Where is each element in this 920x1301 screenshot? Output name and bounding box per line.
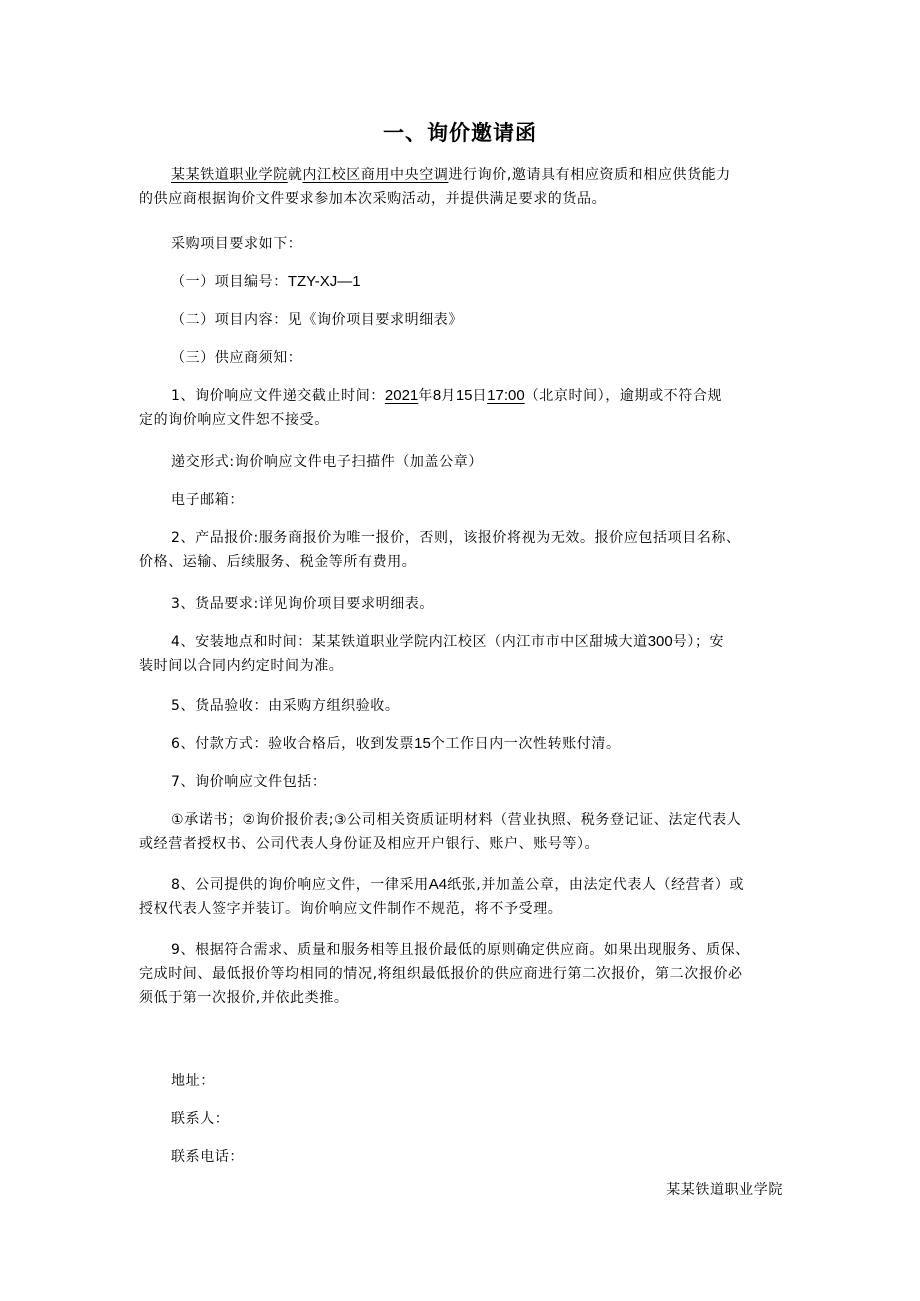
submit-form: 递交形式:询价响应文件电子扫描件（加盖公章） — [171, 454, 483, 470]
contact-label: 联系人： — [171, 1111, 230, 1127]
notice-2-quote: 2、产品报价:服务商报价为唯一报价，否则，该报价将视为无效。报价应包括项目名称、 价格、运输、后续服务、税金等所有费用。 — [139, 530, 741, 570]
signature-org: 某某铁道职业学院 — [666, 1182, 783, 1198]
notice-4-install: 4、安装地点和时间：某某铁道职业学院内江校区（内江市市中区甜城大道300号）；安 装时间以合同内约定时间为准。 — [139, 633, 725, 674]
notice-6-payment: 6、付款方式：验收合格后，收到发票15个工作日内一次性转账付清。 — [171, 735, 621, 752]
notice-3-goods: 3、货品要求:详见询价项目要求明细表。 — [171, 596, 435, 612]
notice-1-deadline: 1、询价响应文件递交截止时间：2021年8月15日17:00（北京时间），逾期或不符合规 定的询价响应文件恕不接受。 — [139, 387, 723, 428]
email-label: 电子邮箱： — [171, 492, 244, 508]
project-name: 内江校区商用中央空调 — [302, 167, 449, 183]
notice-5-acceptance: 5、货品验收：由采购方组织验收。 — [171, 698, 400, 714]
item-project-content: （二）项目内容：见《询价项目要求明细表》 — [171, 312, 463, 328]
school-name: 某某铁道职业学院 — [171, 167, 288, 183]
item-supplier-notice: （三）供应商须知： — [171, 350, 303, 366]
requirements-intro: 采购项目要求如下： — [171, 236, 303, 252]
phone-label: 联系电话： — [171, 1149, 244, 1165]
notice-7-detail: ①承诺书；②询价报价表;③公司相关资质证明材料（营业执照、税务登记证、法定代表人 或经营者授权书、公司代表人身份证及相应开户银行、账户、账号等）。 — [139, 812, 742, 852]
page-title: 一、询价邀请函 — [383, 121, 537, 145]
notice-7-contents: 7、询价响应文件包括： — [171, 774, 327, 790]
notice-9-selection: 9、根据符合需求、质量和服务相等且报价最低的原则确定供应商。如果出现服务、质保、 完成时间、最低报价等均相同的情况,将组织最低报价的供应商进行第二次报价，第二次报价必 须低于第一次报价,并依此类推。 — [139, 942, 750, 1006]
address-label: 地址： — [171, 1073, 215, 1089]
item-project-number: （一）项目编号：TZY-XJ—1 — [171, 273, 361, 290]
intro-paragraph: 某某铁道职业学院就内江校区商用中央空调进行询价,邀请具有相应资质和相应供货能力 的供应商根据询价文件要求参加本次采购活动，并提供满足要求的货品。 — [139, 167, 731, 207]
notice-8-format: 8、公司提供的询价响应文件，一律采用A4纸张,并加盖公章，由法定代表人（经营者）或 授权代表人签字并装订。询价响应文件制作不规范，将不予受理。 — [139, 876, 745, 917]
